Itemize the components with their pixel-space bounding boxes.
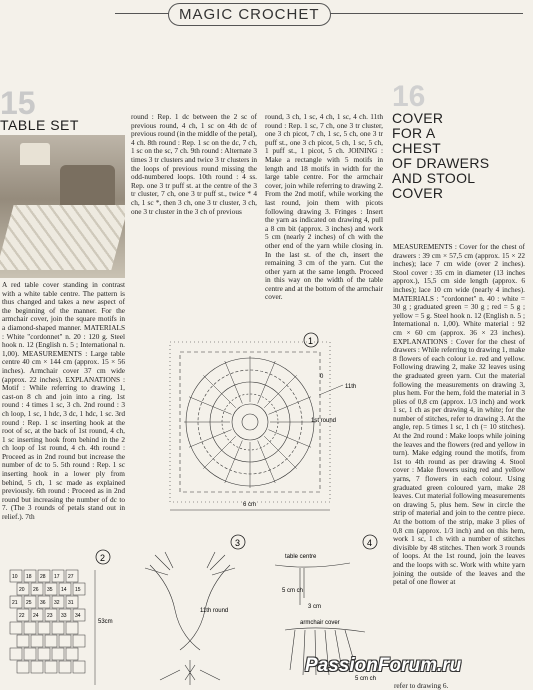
grid-cell xyxy=(38,648,50,660)
grid-cell-number: 15 xyxy=(75,587,81,593)
grid-cell-number: 14 xyxy=(61,587,67,593)
grid-cell xyxy=(52,622,64,634)
diagram-1-number: 1 xyxy=(308,336,314,346)
armchair-shape xyxy=(60,165,115,210)
grid-cell xyxy=(73,661,85,673)
section-16-bottom-line: refer to drawing 6. xyxy=(394,681,449,690)
grid-cell xyxy=(59,635,71,647)
motif-petals xyxy=(184,356,316,488)
section-16-number: 16 xyxy=(392,80,426,113)
grid-cell xyxy=(17,635,29,647)
section-16-title-line: FOR A xyxy=(392,125,436,141)
grid-cell-number: 27 xyxy=(68,574,74,580)
grid-cell xyxy=(17,661,29,673)
magazine-title: MAGIC CROCHET xyxy=(168,3,331,26)
grid-cell-number: 33 xyxy=(61,613,67,619)
grid-cell xyxy=(24,648,36,660)
diagram-4-label-armchair: armchair cover xyxy=(300,620,340,626)
grid-cell-number: 25 xyxy=(26,600,32,606)
petal-line xyxy=(225,361,243,403)
grid-cell-number: 10 xyxy=(12,574,18,580)
petal-line xyxy=(264,436,297,469)
section-16-paragraph: MEASUREMENTS : Cover for the chest of drawers : 39 cm × 57,5 cm (approx. 15 × 22 inches); lace 7 cm wide (over 2 inches). Stool cover : 35 cm in diameter (13 inches approx.), 15,5 cm side length (approx. 6 inches); lace 10 cm wide (nearly 4 inches). MATERIALS : "cordonnet" n. 40 : white = 30 g ; graduated green = 30 g ; red = 5 g ; yellow = 5 g. Steel hook n. 12 (English n. 5 ; International n. 1,00). White material : 92 cm × 60 cm (approx. 36 × 23 inches). EXPLANATIONS : Cover for the chest of drawers : While referring to drawing 1, make 8 flowers of each colour i.e. red and yellow. Following drawing 2, make 32 leaves using the graduated green yarn. Cut the material following the measurements on drawing 3, plus hem. For the hem, fold the material in 3 plies of 0,8 cm (approx. 1/3 inch) and work 1 sc, 1 ch as per drawing 4, in white; for the number of stitches, refer to drawing 3. At the angle, rep. 5 times 1 sc, 1 ch (= 10 stitches). At the 2nd round : Make loops while joining the leaves and the flowers (red and yellow in turn). Make edging round the motifs, from 1st to 4th round as per drawing 4. Stool cover : Make flowers using red and yellow yarns, 7 flowers in each colour. Using graduated green coloured yarn, make 28 leaves. Cut material following measurements on drawing 5, plus hem. Sew in circle the strip of material and join to the centre piece. At the bottom of the strip, make 3 plies of 0,8 cm (approx. 1/3 inch) and on this hem, work 1 sc, 1 ch with a number of stitches divisible by 48 stitches. Then work 3 rounds of loops. At the 1st round, join the leaves and the loops with sc. Work with white yarn joining the outside of the leaves and the petal of one flower at xyxy=(393,242,525,587)
crochet-cloth-shape xyxy=(0,205,125,270)
diagram-1-label-width: 6 cm xyxy=(243,502,257,508)
grid-cell-number: 26 xyxy=(33,587,39,593)
diagram-3-label-round: 11th round xyxy=(200,608,229,614)
petal-line xyxy=(258,440,276,482)
grid-cell xyxy=(59,661,71,673)
grid-cell xyxy=(45,635,57,647)
petal-line xyxy=(189,430,231,448)
grid-cell xyxy=(52,648,64,660)
petal-line xyxy=(189,397,231,415)
diagram-1-label-first: 1st round xyxy=(311,418,337,424)
grid-cell xyxy=(31,635,43,647)
petal-line xyxy=(203,436,236,469)
grid-cell-number: 31 xyxy=(68,600,74,606)
diagram-3-joining xyxy=(140,530,265,690)
grid-cell xyxy=(66,648,78,660)
grid-cell-number: 32 xyxy=(54,600,60,606)
diagram-4-label-5cm-b: 5 cm ch xyxy=(355,676,377,682)
grid-cell xyxy=(31,661,43,673)
grid-cell-number: 22 xyxy=(19,613,25,619)
section-16-title-line: OF DRAWERS xyxy=(392,155,490,171)
diagram-2-number: 2 xyxy=(100,553,106,563)
layout-grid xyxy=(10,570,85,673)
section-15-paragraph-2: round : Rep. 1 dc between the 2 sc of previous round, 4 ch, 1 sc on 4th dc of previous round (in the middle of the petal), 4 ch. 8th round : Rep. 1 sc on the dc, 7 ch, 1 sc on the sc, 7 ch. 9th round : Alternate 3 times 3 tr clusters and twice 3 tr clusters in the loops of previous round missing the odd-numbered loops. 10th round : 4 ss. Rep. one 3 tr puff st. at the centre of the 3 tr cluster, 7 ch, one 3 tr puff st., twice * 4 ch, 1 sc *, then 3 ch, one 3 tr cluster, 3 ch, one 3 tr cluster in the 3 ch of previous xyxy=(131,112,257,216)
grid-cell-number: 28 xyxy=(40,574,46,580)
petal-line xyxy=(268,430,310,448)
grid-cell-number: 35 xyxy=(47,587,53,593)
grid-cell-number: 24 xyxy=(33,613,39,619)
diagram-2-label-height: 53cm xyxy=(98,619,113,625)
grid-cell-number: 20 xyxy=(19,587,25,593)
grid-cell xyxy=(73,635,85,647)
table-set-photo xyxy=(0,135,125,278)
diagram-4-label-table: table centre xyxy=(285,554,317,560)
grid-cell-number: 17 xyxy=(54,574,60,580)
diagram-1-label-round: 11th xyxy=(345,384,357,390)
section-16-title-line: CHEST xyxy=(392,140,441,156)
petal-line xyxy=(258,361,276,403)
lamp-shape xyxy=(20,143,50,165)
grid-cell-number: 23 xyxy=(47,613,53,619)
grid-cell-number: 34 xyxy=(75,613,81,619)
section-16-title xyxy=(392,111,489,201)
diagram-4-label-3cm: 3 cm xyxy=(308,604,322,610)
section-15-number: 15 xyxy=(0,85,36,121)
petal-line xyxy=(225,440,243,482)
section-15-text-column-2 xyxy=(131,113,257,216)
diagram-1-motif xyxy=(135,330,387,525)
diagram-4-label-5cm: 5 cm ch xyxy=(282,588,304,594)
petal-line xyxy=(203,375,236,408)
diagram-3-number: 3 xyxy=(235,538,241,548)
section-15-text-column-1 xyxy=(2,281,125,522)
section-15-paragraph-1: A red table cover standing in contrast with a white table centre. The pattern is thus changed and takes a new aspect of the beginning of the manner. For the armchair cover, join the square motifs in a diamond-shaped manner. MATERIALS : White "cordonnet" n. 20 : 120 g. Steel hook n. 12 (English n. 5 ; International n. 1,00). MEASUREMENTS : Large table centre 40 cm × 144 cm (approx. 15 × 56 inches). Armchair cover 37 cm wide (approx. 22 inches). EXPLANATIONS : Motif : While referring to drawing 1, cast-on 8 ch and join into a ring. 1st round : 4 times 1 sc, 3 ch. 2nd round : 3 ch loop, 1 sc, 1 hdc, 3 dc, 1 hdc, 1 sc. 3rd round : Rep. 1 sc inserting hook at the root of sc, at the back of 1st round, 4 ch, 1 sc inserting hook from behind in the 2 ch loop of 1st round, 4 ch. 4th round : Proceed as in 2nd round but increase the number of dc to 5. 5th round : Rep. 1 sc inserting hook in a lower ply from behind, 5 ch, 1 sc made as explained previously. 6th round : Proceed as in 2nd round but increasing the number of dc to 7. (The 3 rounds of petals stand out in relief.). 7th xyxy=(2,280,125,522)
section-15-title: TABLE SET xyxy=(0,117,79,133)
diagram-2-layout xyxy=(0,545,126,690)
section-15-text-column-3 xyxy=(265,113,383,302)
section-15-paragraph-3: round, 3 ch, 1 sc, 4 ch, 1 sc, 4 ch. 11th round : Rep. 1 sc, 7 ch, one 3 tr cluster, one 3 ch picot, 7 ch, 1 sc, 5 ch, one 3 tr puff st., one 3 ch picot, 5 ch, 1 sc, 5 ch, 1 puff st., 1 picot, 5 ch. JOINING : Make a rectangle with 5 motifs in length and 18 motifs in width for the large table centre. For the armchair cover, join while referring to drawing 2. From the 2nd motif, while working the last round, join them with picots following drawing 3. Fringes : Insert the yarn as indicated on drawing 4, pull a 8 cm bit (approx. 3 inches) and work 5 cm (nearly 2 inches) of ch with the other end of the yarn while closing in. In the last st. of the ch, insert the remaining 3 cm of the yarn. Cut the other yarn at the same length. Proceed in this way on the width of the table centre and at the bottom of the armchair cover. xyxy=(265,112,383,302)
leader-line xyxy=(319,385,343,395)
section-16-title-line: AND STOOL xyxy=(392,170,476,186)
grid-cell xyxy=(66,622,78,634)
grid-cell xyxy=(38,622,50,634)
grid-cell-number: 18 xyxy=(26,574,32,580)
diagram-1-label-start: 0 xyxy=(320,374,324,380)
section-16-title-line: COVER xyxy=(392,185,444,201)
section-16-title-line: COVER xyxy=(392,110,444,126)
grid-cell xyxy=(10,648,22,660)
diagram-4-number: 4 xyxy=(367,538,373,548)
petal-line xyxy=(268,397,310,415)
joining-lines xyxy=(145,552,235,685)
grid-cell-number: 36 xyxy=(40,600,46,606)
grid-cell-number: 21 xyxy=(12,600,18,606)
grid-cell xyxy=(10,622,22,634)
grid-cell xyxy=(24,622,36,634)
watermark-logo: PassionForum.ru xyxy=(305,655,462,676)
section-16-text-column xyxy=(393,243,525,587)
petal-line xyxy=(264,375,297,408)
grid-cell xyxy=(45,661,57,673)
